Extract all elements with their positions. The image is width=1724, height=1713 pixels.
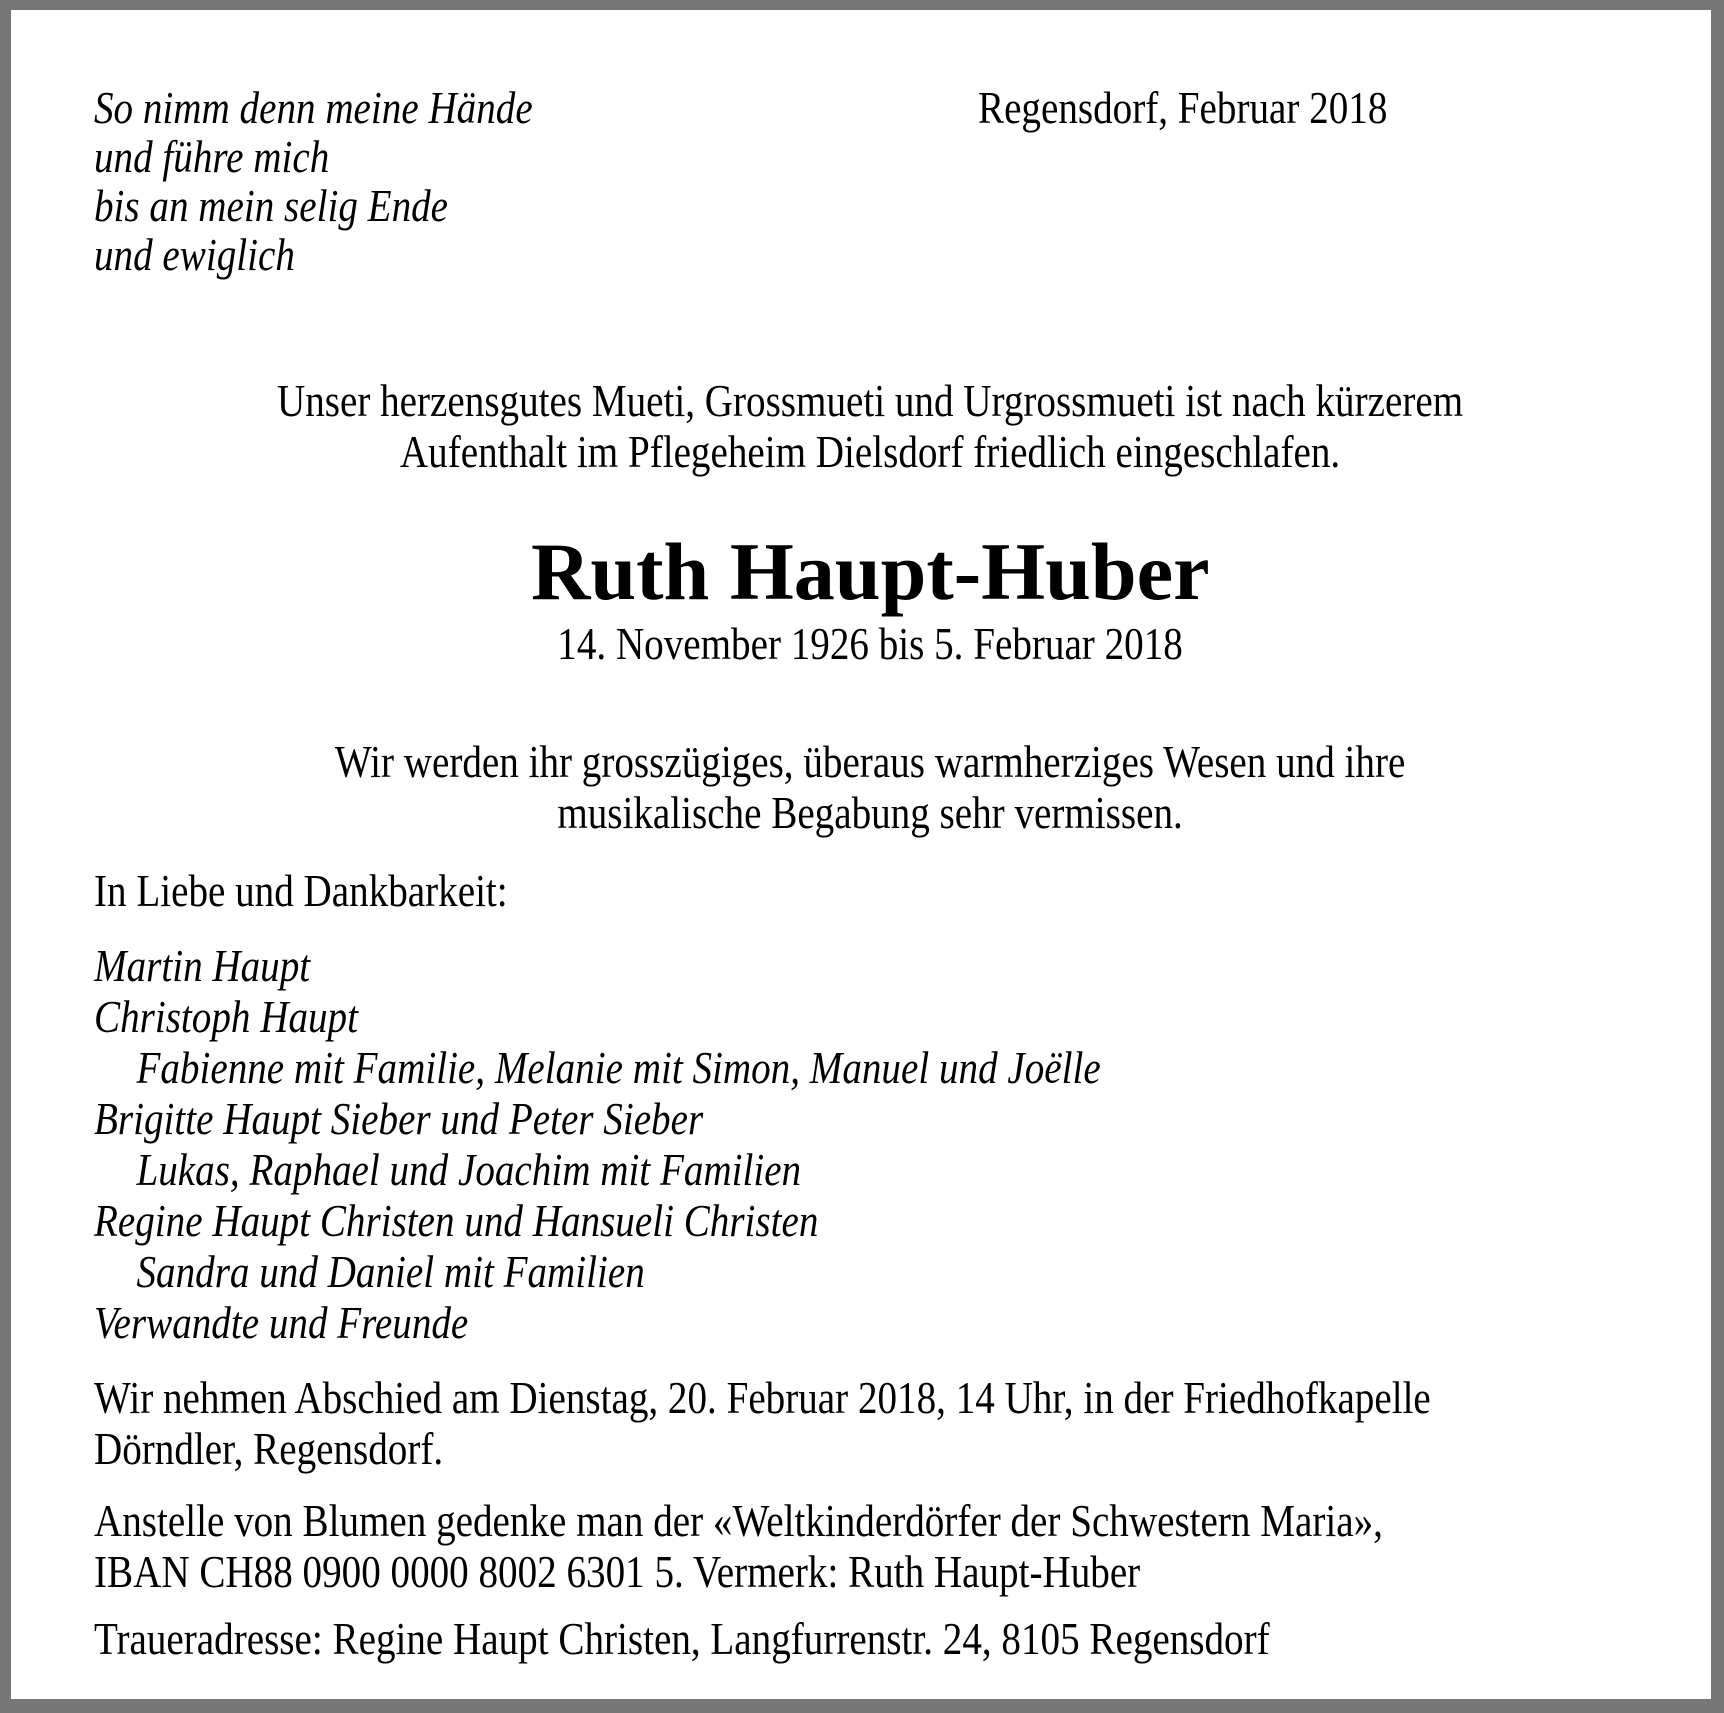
- donation-line: IBAN CH88 0900 0000 8002 6301 5. Vermerk: Ruth Haupt-Huber: [94, 1546, 1141, 1597]
- donation-info: [94, 1495, 1646, 1597]
- poem-line: So nimm denn meine Hände: [94, 82, 533, 133]
- mourner-name: Brigitte Haupt Sieber und Peter Sieber: [94, 1093, 704, 1144]
- tribute: [94, 736, 1646, 838]
- place-dateline: Regensdorf, Februar 2018: [978, 82, 1388, 133]
- life-dates: 14. November 1926 bis 5. Februar 2018: [557, 618, 1183, 669]
- tribute-line: Wir werden ihr grosszügiges, überaus warmherziges Wesen und ihre: [334, 736, 1406, 787]
- mourner-name: Christoph Haupt: [94, 991, 358, 1042]
- funeral-line: Dörndler, Regensdorf.: [94, 1423, 444, 1474]
- mourners-list: [94, 940, 1646, 1348]
- deceased-name-text: Ruth Haupt-Huber: [530, 526, 1210, 617]
- mourner-name: Lukas, Raphael und Joachim mit Familien: [136, 1144, 802, 1195]
- tribute-line: musikalische Begabung sehr vermissen.: [557, 787, 1183, 838]
- mourner-name: Martin Haupt: [94, 940, 311, 991]
- mourner-name: Regine Haupt Christen und Hansueli Christen: [94, 1195, 819, 1246]
- obituary-content: [94, 10, 1646, 1664]
- poem-line: und ewiglich: [94, 229, 295, 280]
- mourner-name: Fabienne mit Familie, Melanie mit Simon, Manuel und Joëlle: [136, 1042, 1101, 1093]
- poem-line: bis an mein selig Ende: [94, 180, 449, 231]
- funeral-line: Wir nehmen Abschied am Dienstag, 20. Februar 2018, 14 Uhr, in der Friedhofkapelle: [94, 1372, 1431, 1423]
- mourners-heading: In Liebe und Dankbarkeit:: [94, 865, 508, 916]
- mourner-name: Sandra und Daniel mit Familien: [136, 1246, 645, 1297]
- mourner-name: Verwandte und Freunde: [94, 1297, 469, 1348]
- poem-line: und führe mich: [94, 131, 330, 182]
- announcement-intro-line: Unser herzensgutes Mueti, Grossmueti und Urgrossmueti ist nach kürzerem: [276, 375, 1464, 426]
- header: [94, 83, 1646, 279]
- announcement-intro-line: Aufenthalt im Pflegeheim Dielsdorf friedlich eingeschlafen.: [399, 426, 1341, 477]
- announcement-intro: [94, 375, 1646, 477]
- mourning-address: Traueradresse: Regine Haupt Christen, Langfurrenstr. 24, 8105 Regensdorf: [94, 1613, 1270, 1664]
- funeral-info: [94, 1372, 1646, 1474]
- poem: [94, 83, 1646, 279]
- donation-line: Anstelle von Blumen gedenke man der «Weltkinderdörfer der Schwestern Maria»,: [94, 1495, 1383, 1546]
- deceased-name: [94, 525, 1646, 619]
